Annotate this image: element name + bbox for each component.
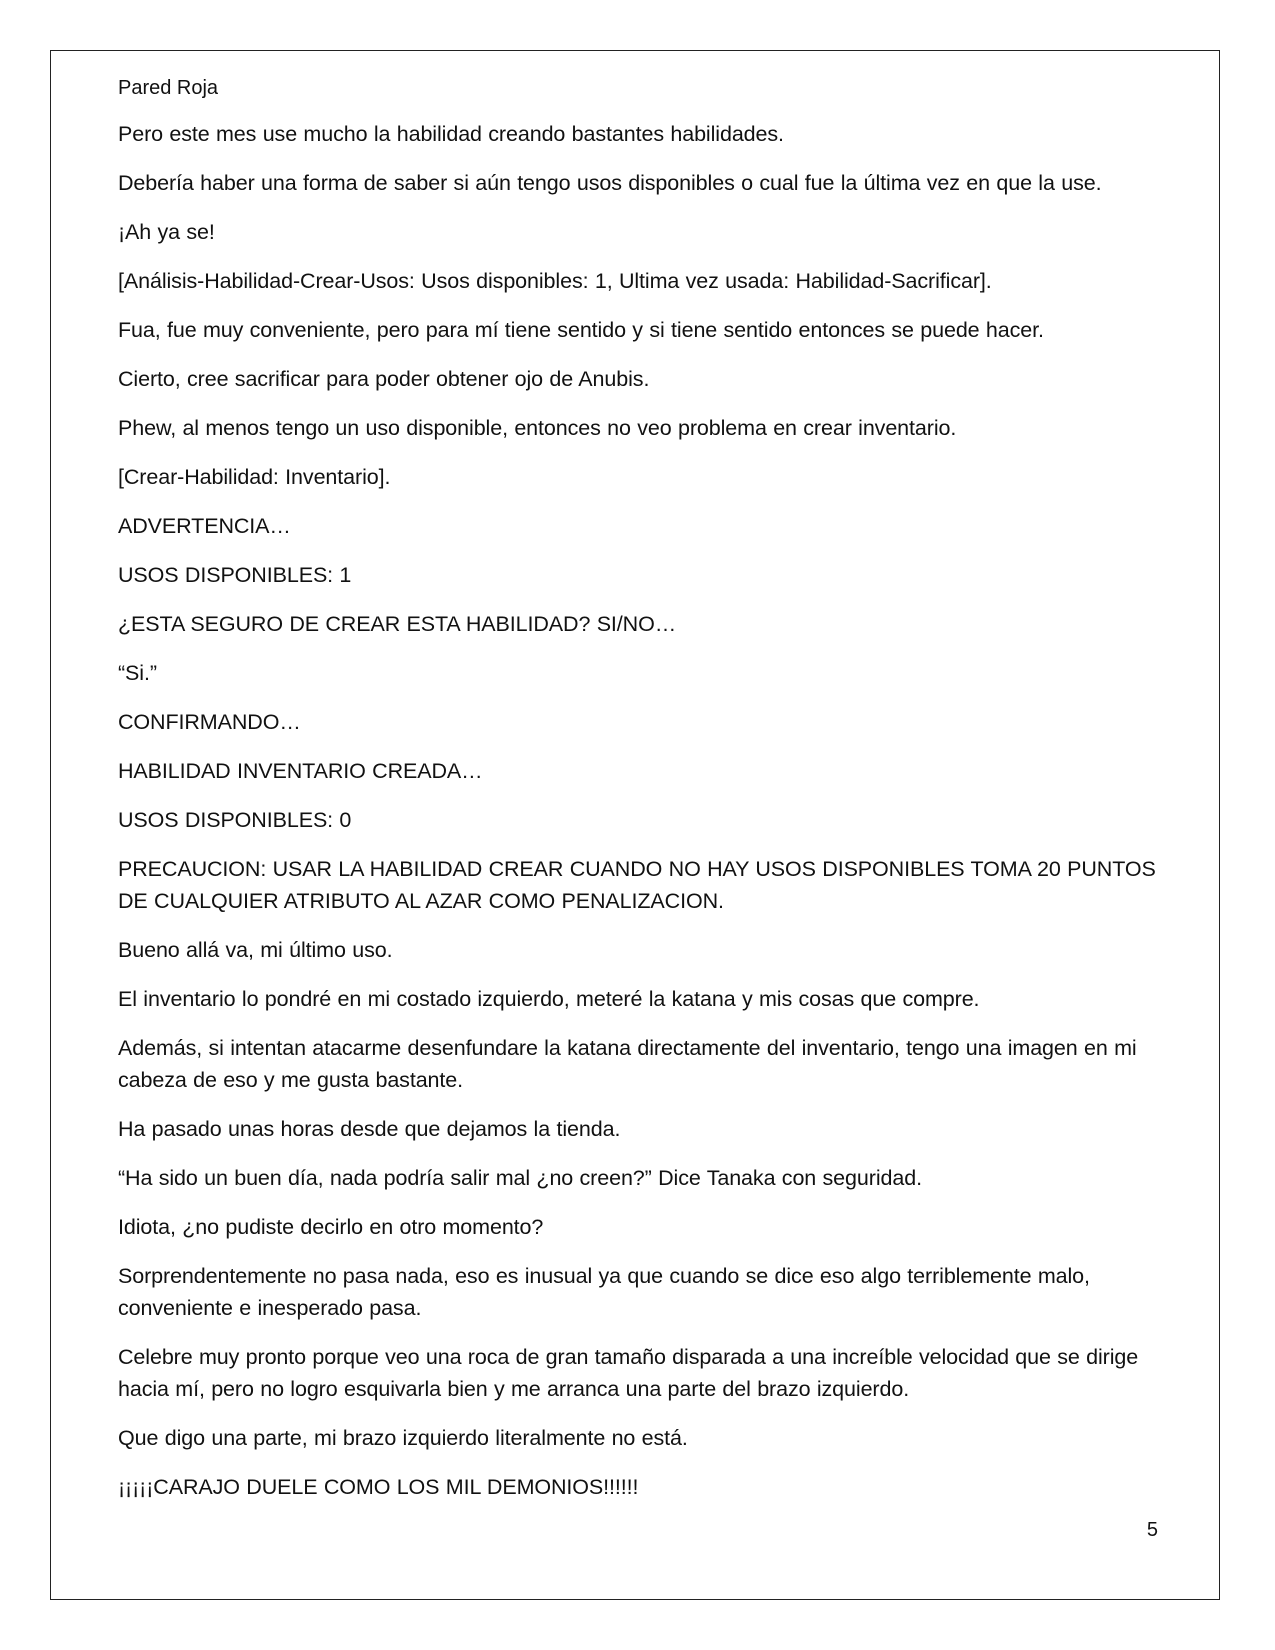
paragraph: Celebre muy pronto porque veo una roca de gran tamaño disparada a una increíble velocidad que se dirige hacia mí, pero no logro esquivarla bien y me arranca una parte del brazo izquierdo. <box>118 1345 1139 1401</box>
document-body <box>118 118 1163 1520</box>
paragraph: Debería haber una forma de saber si aún tengo usos disponibles o cual fue la última vez en que la use. <box>118 171 1102 195</box>
paragraph: “Si.” <box>118 661 157 685</box>
paragraph: Que digo una parte, mi brazo izquierdo literalmente no está. <box>118 1426 688 1450</box>
paragraph: Además, si intentan atacarme desenfundare la katana directamente del inventario, tengo una imagen en mi cabeza de eso y me gusta bastante. <box>118 1036 1137 1092</box>
paragraph: CONFIRMANDO… <box>118 710 301 734</box>
paragraph: USOS DISPONIBLES: 1 <box>118 563 352 587</box>
paragraph: ADVERTENCIA… <box>118 514 291 538</box>
paragraph: ¿ESTA SEGURO DE CREAR ESTA HABILIDAD? SI/NO… <box>118 612 677 636</box>
paragraph: “Ha sido un buen día, nada podría salir mal ¿no creen?” Dice Tanaka con seguridad. <box>118 1166 922 1190</box>
paragraph: HABILIDAD INVENTARIO CREADA… <box>118 759 483 783</box>
paragraph: [Análisis-Habilidad-Crear-Usos: Usos disponibles: 1, Ultima vez usada: Habilidad-Sacrificar]. <box>118 269 992 293</box>
paragraph: Fua, fue muy conveniente, pero para mí tiene sentido y si tiene sentido entonces se puede hacer. <box>118 318 1044 342</box>
page-number: 5 <box>1146 1519 1158 1541</box>
paragraph: Phew, al menos tengo un uso disponible, entonces no veo problema en crear inventario. <box>118 416 957 440</box>
paragraph: Idiota, ¿no pudiste decirlo en otro momento? <box>118 1215 544 1239</box>
paragraph: Pero este mes use mucho la habilidad creando bastantes habilidades. <box>118 122 784 146</box>
paragraph: PRECAUCION: USAR LA HABILIDAD CREAR CUANDO NO HAY USOS DISPONIBLES TOMA 20 PUNTOS DE CUALQUIER ATRIBUTO AL AZAR COMO PENALIZACION. <box>118 857 1156 913</box>
paragraph: USOS DISPONIBLES: 0 <box>118 808 352 832</box>
paragraph: ¡¡¡¡¡CARAJO DUELE COMO LOS MIL DEMONIOS!!!!!! <box>118 1475 639 1499</box>
paragraph: ¡Ah ya se! <box>118 220 215 244</box>
paragraph: El inventario lo pondré en mi costado izquierdo, meteré la katana y mis cosas que compre. <box>118 987 980 1011</box>
paragraph: Ha pasado unas horas desde que dejamos la tienda. <box>118 1117 621 1141</box>
paragraph: Bueno allá va, mi último uso. <box>118 938 393 962</box>
paragraph: Cierto, cree sacrificar para poder obtener ojo de Anubis. <box>118 367 650 391</box>
running-header: Pared Roja <box>118 77 219 99</box>
paragraph: Sorprendentemente no pasa nada, eso es inusual ya que cuando se dice eso algo terriblemente malo, conveniente e inesperado pasa. <box>118 1264 1090 1320</box>
paragraph: [Crear-Habilidad: Inventario]. <box>118 465 391 489</box>
